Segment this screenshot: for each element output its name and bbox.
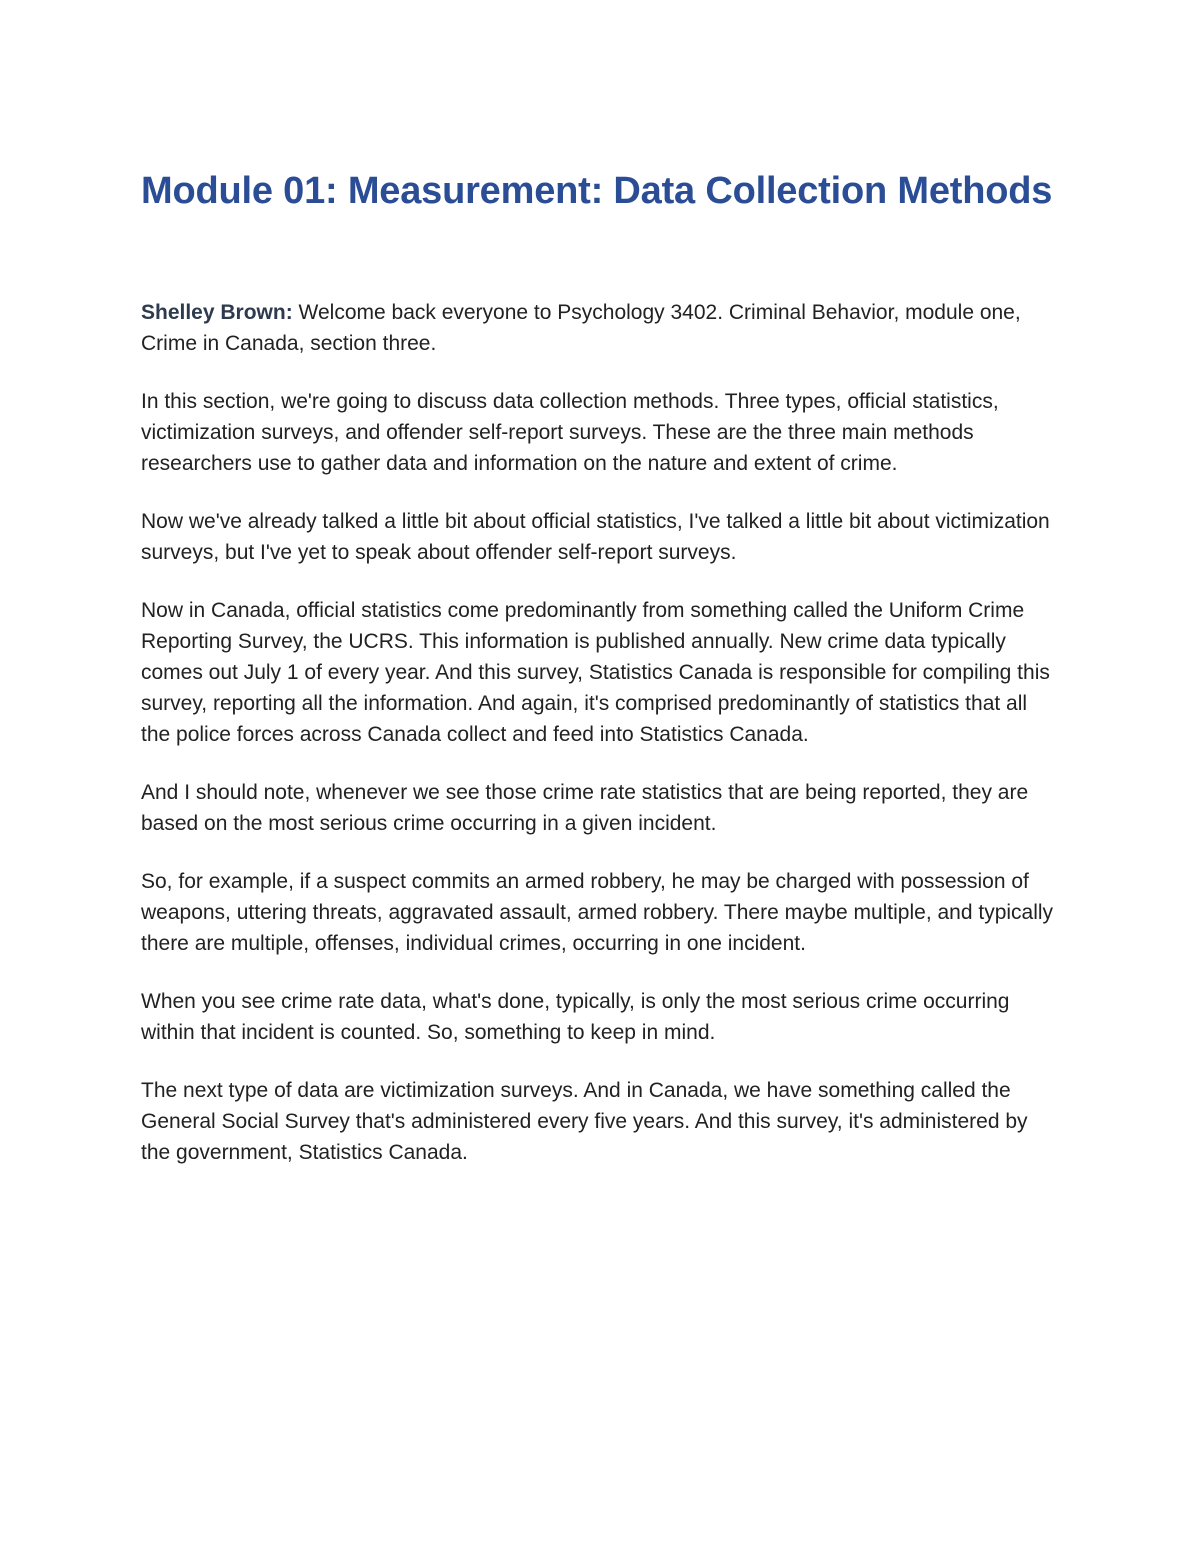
paragraph: And I should note, whenever we see those crime rate statistics that are being reported, they are based on the most serious crime occurring in a given incident.: [141, 781, 1029, 835]
document-title: Module 01: Measurement: Data Collection Methods: [141, 170, 1053, 212]
paragraph-intro-text: Welcome back everyone to Psychology 3402. Criminal Behavior, module one, Crime in Canada, section three.: [141, 301, 1021, 355]
paragraph: In this section, we're going to discuss data collection methods. Three types, official statistics, victimization surveys, and offender self-report surveys. These are the three main methods researchers use to gather data and information on the nature and extent of crime.: [141, 390, 999, 475]
document-content: [141, 166, 1061, 1195]
paragraph: When you see crime rate data, what's done, typically, is only the most serious crime occurring within that incident is counted. So, something to keep in mind.: [141, 990, 1010, 1044]
paragraph: Now we've already talked a little bit about official statistics, I've talked a little bit about victimization surveys, but I've yet to speak about offender self-report surveys.: [141, 510, 1050, 564]
paragraph: So, for example, if a suspect commits an armed robbery, he may be charged with possession of weapons, uttering threats, aggravated assault, armed robbery. There maybe multiple, and typically there are multiple, offenses, individual crimes, occurring in one incident.: [141, 870, 1054, 955]
paragraph-intro: [141, 297, 1061, 359]
paragraph: Now in Canada, official statistics come predominantly from something called the Uniform Crime Reporting Survey, the UCRS. This information is published annually. New crime data typically comes out July 1 of every year. And this survey, Statistics Canada is responsible for compiling this survey, reporting all the information. And again, it's comprised predominantly of statistics that all the police forces across Canada collect and feed into Statistics Canada.: [141, 599, 1050, 746]
speaker-name: Shelley Brown:: [141, 301, 293, 324]
transcript-body: [141, 297, 1061, 1168]
paragraph: The next type of data are victimization surveys. And in Canada, we have something called the General Social Survey that's administered every five years. And this survey, it's administered by the government, Statistics Canada.: [141, 1079, 1028, 1164]
